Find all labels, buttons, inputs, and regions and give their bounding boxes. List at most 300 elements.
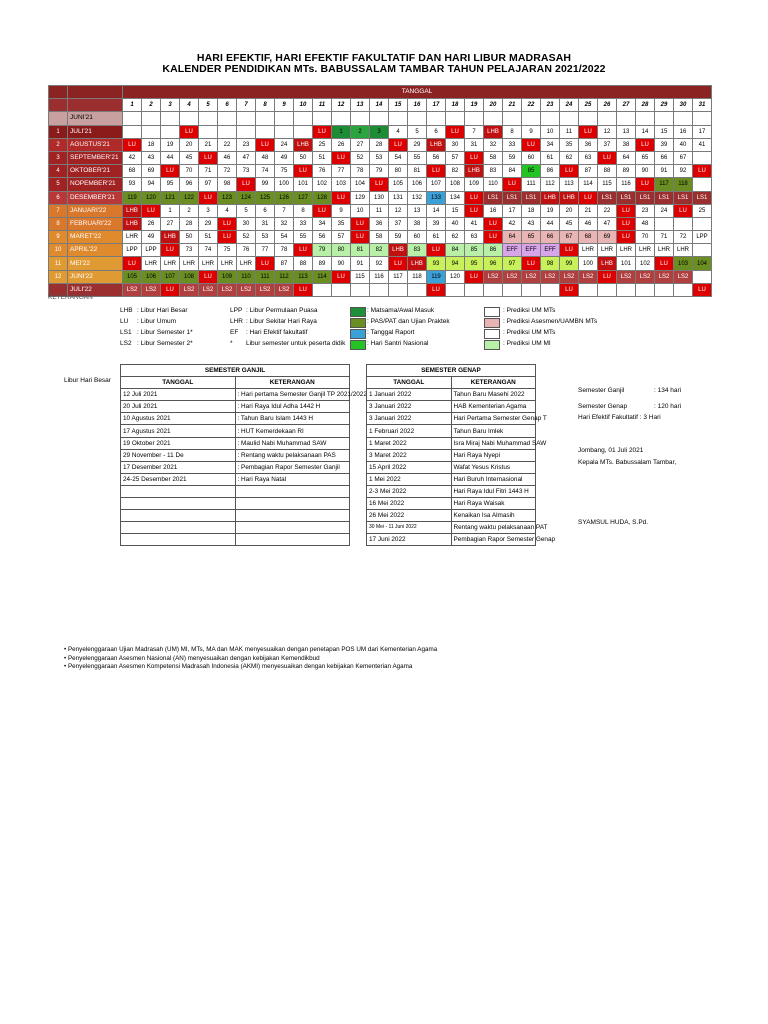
- day-header: 23: [541, 99, 560, 112]
- calendar-day-cell: [161, 125, 180, 138]
- calendar-day-cell: 127: [294, 191, 313, 204]
- calendar-day-cell: LU: [427, 283, 446, 296]
- calendar-day-cell: 75: [275, 165, 294, 178]
- table-row: [121, 498, 350, 510]
- legend-color-label: : Prediksi Asesmen/UAMBN MTs: [503, 318, 598, 325]
- month-number: 12: [49, 270, 68, 283]
- event-date: 1 Februari 2022: [367, 425, 452, 437]
- calendar-day-cell: 101: [294, 178, 313, 191]
- calendar-day-cell: 85: [465, 244, 484, 257]
- event-desc: : Hari Raya Idul Adha 1442 H: [235, 401, 350, 413]
- calendar-day-cell: LHR: [237, 257, 256, 270]
- calendar-day-cell: [503, 283, 522, 296]
- calendar-day-cell: LS2: [636, 270, 655, 283]
- calendar-day-cell: 99: [560, 257, 579, 270]
- calendar-month-row: [49, 112, 712, 125]
- footnote: • Penyelenggaraan Asesmen Kompetensi Madrasah Indonesia (AKMI) menyesuaikan dengan kebijakan Kementerian Agama: [64, 663, 413, 670]
- calendar-day-cell: 41: [465, 217, 484, 230]
- calendar-day-cell: LS2: [560, 270, 579, 283]
- calendar-day-cell: [579, 112, 598, 125]
- calendar-day-cell: LU: [465, 270, 484, 283]
- calendar-day-cell: 77: [256, 244, 275, 257]
- calendar-day-cell: LU: [237, 178, 256, 191]
- calendar-day-cell: 4: [218, 204, 237, 217]
- event-date: 29 November - 11 De: [121, 449, 236, 461]
- calendar-day-cell: LHB: [541, 191, 560, 204]
- calendar-day-cell: [541, 112, 560, 125]
- calendar-day-cell: [218, 125, 237, 138]
- calendar-day-cell: LHR: [636, 244, 655, 257]
- calendar-day-cell: LPP: [123, 244, 142, 257]
- calendar-day-cell: [237, 125, 256, 138]
- calendar-day-cell: 11: [370, 204, 389, 217]
- calendar-day-cell: 92: [370, 257, 389, 270]
- calendar-day-cell: 93: [427, 257, 446, 270]
- calendar-day-cell: 8: [294, 204, 313, 217]
- calendar-day-cell: 57: [446, 151, 465, 164]
- legend-desc: : Libur Permulaan Puasa: [246, 307, 318, 314]
- calendar-month-row: [49, 270, 712, 283]
- event-desc: Hari Raya Idul Fitri 1443 H: [451, 485, 536, 497]
- calendar-day-cell: LU: [332, 151, 351, 164]
- calendar-day-cell: 125: [256, 191, 275, 204]
- calendar-day-cell: LS1: [636, 191, 655, 204]
- calendar-day-cell: 71: [199, 165, 218, 178]
- day-header: 12: [332, 99, 351, 112]
- calendar-day-cell: 66: [541, 231, 560, 244]
- calendar-day-cell: LS1: [693, 191, 712, 204]
- calendar-day-cell: 40: [674, 138, 693, 151]
- calendar-day-cell: 73: [237, 165, 256, 178]
- calendar-day-cell: LHR: [218, 257, 237, 270]
- calendar-day-cell: 91: [351, 257, 370, 270]
- calendar-day-cell: 28: [180, 217, 199, 230]
- month-number: 1: [49, 125, 68, 138]
- calendar-day-cell: 27: [351, 138, 370, 151]
- day-header: 10: [294, 99, 313, 112]
- summary-genap-value: : 120 hari: [654, 403, 682, 410]
- calendar-day-cell: 22: [218, 138, 237, 151]
- calendar-day-cell: 23: [237, 138, 256, 151]
- calendar-day-cell: LU: [579, 191, 598, 204]
- calendar-day-cell: LHR: [199, 257, 218, 270]
- calendar-day-cell: 75: [218, 244, 237, 257]
- calendar-day-cell: LU: [693, 165, 712, 178]
- calendar-day-cell: 6: [256, 204, 275, 217]
- calendar-day-cell: 21: [199, 138, 218, 151]
- calendar-day-cell: 56: [427, 151, 446, 164]
- legend-color-label: : Matsama/Awal Masuk: [367, 307, 435, 314]
- calendar-day-cell: [522, 112, 541, 125]
- calendar-day-cell: 87: [579, 165, 598, 178]
- event-desc: : Pembagian Rapor Semester Ganjil: [235, 461, 350, 473]
- calendar-day-cell: 51: [199, 231, 218, 244]
- calendar-day-cell: 129: [351, 191, 370, 204]
- legend-code: LHB: [120, 307, 133, 314]
- calendar-day-cell: [446, 112, 465, 125]
- calendar-day-cell: 45: [560, 217, 579, 230]
- month-number: 2: [49, 138, 68, 151]
- calendar-day-cell: [655, 112, 674, 125]
- calendar-day-cell: 70: [180, 165, 199, 178]
- legend-swatch: [484, 340, 500, 350]
- event-date: 1 Maret 2022: [367, 437, 452, 449]
- calendar-day-cell: [617, 112, 636, 125]
- calendar-day-cell: 7: [465, 125, 484, 138]
- calendar-day-cell: LHR: [180, 257, 199, 270]
- calendar-day-cell: 103: [674, 257, 693, 270]
- calendar-day-cell: LU: [389, 138, 408, 151]
- calendar-day-cell: 123: [218, 191, 237, 204]
- calendar-day-cell: 121: [161, 191, 180, 204]
- calendar-day-cell: LU: [389, 257, 408, 270]
- calendar-month-row: [49, 231, 712, 244]
- calendar-day-cell: [218, 112, 237, 125]
- legend-swatch: [350, 318, 366, 328]
- calendar-day-cell: 11: [560, 125, 579, 138]
- calendar-day-cell: 90: [332, 257, 351, 270]
- calendar-day-cell: [123, 112, 142, 125]
- month-name: APRIL'22: [68, 244, 123, 257]
- col-tanggal: TANGGAL: [367, 377, 452, 389]
- calendar-day-cell: 72: [218, 165, 237, 178]
- event-date: [121, 510, 236, 522]
- event-desc: : Rentang waktu pelaksanaan PAS: [235, 449, 350, 461]
- calendar-day-cell: 6: [427, 125, 446, 138]
- calendar-day-cell: 91: [655, 165, 674, 178]
- calendar-day-cell: LU: [161, 244, 180, 257]
- calendar-day-cell: 35: [560, 138, 579, 151]
- calendar-day-cell: [674, 217, 693, 230]
- calendar-day-cell: LS1: [484, 191, 503, 204]
- day-header: 1: [123, 99, 142, 112]
- table-row: [121, 522, 350, 534]
- event-desc: Wafat Yesus Kristus: [451, 461, 536, 473]
- calendar-day-cell: 111: [256, 270, 275, 283]
- calendar-day-cell: 28: [370, 138, 389, 151]
- calendar-day-cell: LU: [351, 231, 370, 244]
- calendar-day-cell: LHB: [465, 165, 484, 178]
- calendar-day-cell: 89: [617, 165, 636, 178]
- title-line-2: KALENDER PENDIDIKAN MTs. BABUSSALAM TAMBAR TAHUN PELAJARAN 2021/2022: [162, 63, 606, 75]
- day-header: 3: [161, 99, 180, 112]
- calendar-day-cell: 32: [484, 138, 503, 151]
- calendar-day-cell: 84: [446, 244, 465, 257]
- legend-desc: Libur semester untuk peserta didik: [246, 340, 346, 347]
- calendar-day-cell: 20: [560, 204, 579, 217]
- calendar-day-cell: [199, 112, 218, 125]
- calendar-day-cell: [408, 283, 427, 296]
- month-number: 5: [49, 178, 68, 191]
- calendar-day-cell: 78: [275, 244, 294, 257]
- month-name: NOPEMBER'21: [68, 178, 123, 191]
- calendar-day-cell: LU: [446, 125, 465, 138]
- calendar-day-cell: 104: [351, 178, 370, 191]
- calendar-day-cell: [579, 283, 598, 296]
- calendar-day-cell: LU: [560, 244, 579, 257]
- calendar-table: [48, 85, 712, 297]
- calendar-month-row: [49, 257, 712, 270]
- calendar-day-cell: 25: [693, 204, 712, 217]
- calendar-day-cell: 78: [351, 165, 370, 178]
- calendar-day-cell: 29: [408, 138, 427, 151]
- calendar-day-cell: 92: [674, 165, 693, 178]
- calendar-day-cell: 62: [446, 231, 465, 244]
- calendar-day-cell: 60: [408, 231, 427, 244]
- calendar-day-cell: 10: [541, 125, 560, 138]
- month-number: 9: [49, 231, 68, 244]
- calendar-day-cell: 119: [123, 191, 142, 204]
- calendar-day-cell: LS2: [617, 270, 636, 283]
- calendar-day-cell: 108: [180, 270, 199, 283]
- day-header: 22: [522, 99, 541, 112]
- calendar-day-cell: [693, 178, 712, 191]
- calendar-day-cell: LS2: [674, 270, 693, 283]
- calendar-day-cell: 120: [142, 191, 161, 204]
- calendar-day-cell: LU: [218, 231, 237, 244]
- legend-color-label: : Tanggal Raport: [367, 329, 415, 336]
- day-header: 24: [560, 99, 579, 112]
- calendar-day-cell: 52: [237, 231, 256, 244]
- calendar-day-cell: 34: [313, 217, 332, 230]
- calendar-day-cell: 73: [180, 244, 199, 257]
- calendar-day-cell: 80: [389, 165, 408, 178]
- calendar-day-cell: 100: [275, 178, 294, 191]
- month-number: 11: [49, 257, 68, 270]
- day-header: 5: [199, 99, 218, 112]
- calendar-day-cell: 31: [465, 138, 484, 151]
- calendar-day-cell: 8: [503, 125, 522, 138]
- calendar-day-cell: LHB: [389, 244, 408, 257]
- calendar-day-cell: LU: [636, 138, 655, 151]
- month-number: 3: [49, 151, 68, 164]
- event-date: 17 Agustus 2021: [121, 425, 236, 437]
- event-desc: Tahun Baru Imlek: [451, 425, 536, 437]
- calendar-day-cell: LU: [218, 217, 237, 230]
- calendar-day-cell: [370, 283, 389, 296]
- day-header: 11: [313, 99, 332, 112]
- calendar-day-cell: 68: [579, 231, 598, 244]
- calendar-day-cell: 14: [636, 125, 655, 138]
- event-desc: : HUT Kemerdekaan RI: [235, 425, 350, 437]
- calendar-day-cell: LS2: [484, 270, 503, 283]
- col-tanggal: TANGGAL: [121, 377, 236, 389]
- calendar-day-cell: 83: [484, 165, 503, 178]
- calendar-day-cell: LHB: [294, 138, 313, 151]
- calendar-day-cell: LS1: [503, 191, 522, 204]
- calendar-day-cell: LU: [465, 151, 484, 164]
- calendar-day-cell: 113: [294, 270, 313, 283]
- calendar-day-cell: [351, 112, 370, 125]
- table-row: [121, 473, 350, 485]
- calendar-day-cell: [370, 112, 389, 125]
- calendar-day-cell: LHR: [579, 244, 598, 257]
- calendar-day-cell: 45: [180, 151, 199, 164]
- calendar-day-cell: LU: [123, 257, 142, 270]
- calendar-day-cell: 110: [237, 270, 256, 283]
- calendar-day-cell: [237, 112, 256, 125]
- calendar-day-cell: 117: [389, 270, 408, 283]
- table-row: [367, 461, 536, 473]
- calendar-day-cell: LU: [351, 217, 370, 230]
- calendar-day-cell: 18: [142, 138, 161, 151]
- calendar-day-cell: [275, 125, 294, 138]
- day-header: 17: [427, 99, 446, 112]
- month-name: FEBRUARI'22: [68, 217, 123, 230]
- calendar-day-cell: LU: [636, 178, 655, 191]
- event-date: 17 Desember 2021: [121, 461, 236, 473]
- calendar-month-row: [49, 283, 712, 296]
- calendar-day-cell: [389, 112, 408, 125]
- calendar-day-cell: LS2: [256, 283, 275, 296]
- calendar-day-cell: LS2: [218, 283, 237, 296]
- calendar-day-cell: [693, 151, 712, 164]
- summary-ganjil-label: Semester Ganjil: [578, 387, 625, 394]
- calendar-day-cell: 39: [427, 217, 446, 230]
- event-date: 2-3 Mei 2022: [367, 485, 452, 497]
- month-number: 8: [49, 217, 68, 230]
- legend-code: LS1: [120, 329, 132, 336]
- calendar-day-cell: 109: [218, 270, 237, 283]
- calendar-day-cell: LS2: [579, 270, 598, 283]
- calendar-day-cell: 16: [484, 204, 503, 217]
- calendar-day-cell: 9: [522, 125, 541, 138]
- calendar-day-cell: [598, 112, 617, 125]
- calendar-day-cell: [541, 283, 560, 296]
- calendar-day-cell: LS2: [123, 283, 142, 296]
- legend-swatch: [350, 340, 366, 350]
- calendar-day-cell: EFF: [522, 244, 541, 257]
- calendar-day-cell: 77: [332, 165, 351, 178]
- calendar-day-cell: 35: [332, 217, 351, 230]
- calendar-day-cell: [636, 283, 655, 296]
- calendar-day-cell: 134: [446, 191, 465, 204]
- event-desc: : Maulid Nabi Muhammad SAW: [235, 437, 350, 449]
- calendar-day-cell: 42: [503, 217, 522, 230]
- day-header: 25: [579, 99, 598, 112]
- legend-desc: : Libur Semester 1*: [137, 329, 193, 336]
- calendar-day-cell: LHR: [617, 244, 636, 257]
- calendar-day-cell: [484, 112, 503, 125]
- calendar-day-cell: 48: [256, 151, 275, 164]
- legend-desc: : Libur Semester 2*: [137, 340, 193, 347]
- calendar-day-cell: 36: [370, 217, 389, 230]
- calendar-day-cell: 74: [256, 165, 275, 178]
- calendar-day-cell: 69: [598, 231, 617, 244]
- day-header: 6: [218, 99, 237, 112]
- calendar-day-cell: LS2: [655, 270, 674, 283]
- calendar-day-cell: 72: [674, 231, 693, 244]
- month-name: MARET'22: [68, 231, 123, 244]
- event-date: 3 Maret 2022: [367, 449, 452, 461]
- semester-ganjil-table: [120, 364, 367, 546]
- calendar-day-cell: 10: [351, 204, 370, 217]
- event-desc: Hari Pertama Semester Genap T: [451, 413, 536, 425]
- calendar-day-cell: [275, 112, 294, 125]
- calendar-day-cell: [693, 270, 712, 283]
- table-row: [121, 401, 350, 413]
- calendar-day-cell: [674, 283, 693, 296]
- calendar-day-cell: 19: [541, 204, 560, 217]
- day-header: 30: [674, 99, 693, 112]
- calendar-day-cell: 7: [275, 204, 294, 217]
- calendar-day-cell: 50: [180, 231, 199, 244]
- calendar-day-cell: 24: [275, 138, 294, 151]
- calendar-month-row: [49, 125, 712, 138]
- calendar-day-cell: [313, 112, 332, 125]
- calendar-day-cell: LU: [617, 231, 636, 244]
- sign-title: Kepala MTs. Babussalam Tambar,: [578, 459, 677, 466]
- calendar-day-cell: 14: [427, 204, 446, 217]
- calendar-day-cell: 96: [180, 178, 199, 191]
- month-name: JULI'21: [68, 125, 123, 138]
- calendar-day-cell: 12: [389, 204, 408, 217]
- calendar-day-cell: LS1: [598, 191, 617, 204]
- calendar-day-cell: LU: [199, 151, 218, 164]
- calendar-day-cell: 122: [180, 191, 199, 204]
- day-header: 18: [446, 99, 465, 112]
- day-header: 13: [351, 99, 370, 112]
- table-row: [121, 449, 350, 461]
- calendar-day-cell: EFF: [541, 244, 560, 257]
- calendar-day-cell: 82: [370, 244, 389, 257]
- calendar-day-cell: 37: [389, 217, 408, 230]
- day-header: 26: [598, 99, 617, 112]
- calendar-day-cell: 1: [161, 204, 180, 217]
- calendar-day-cell: [389, 283, 408, 296]
- table-row: [367, 473, 536, 485]
- calendar-day-cell: 53: [256, 231, 275, 244]
- day-header: 19: [465, 99, 484, 112]
- calendar-day-cell: 116: [370, 270, 389, 283]
- event-date: 3 Januari 2022: [367, 413, 452, 425]
- calendar-month-row: [49, 138, 712, 151]
- calendar-day-cell: 49: [275, 151, 294, 164]
- calendar-day-cell: 23: [636, 204, 655, 217]
- month-name: SEPTEMBER'21: [68, 151, 123, 164]
- calendar-day-cell: 105: [389, 178, 408, 191]
- calendar-day-cell: 57: [332, 231, 351, 244]
- footnote: • Penyelenggaraan Ujian Madrasah (UM) MI, MTs, MA dan MAK menyesuaikan dengan penetapan POS UM dari Kementerian Agama: [64, 646, 438, 653]
- day-header: 20: [484, 99, 503, 112]
- event-date: 26 Mei 2022: [367, 510, 452, 522]
- legend-color-label: : Prediksi UM MI: [503, 340, 551, 347]
- calendar-day-cell: 52: [351, 151, 370, 164]
- calendar-month-row: [49, 178, 712, 191]
- calendar-day-cell: LHB: [123, 204, 142, 217]
- event-desc: [235, 485, 350, 497]
- legend-color-label: : PAS/PAT dan Ujian Praktek: [367, 318, 450, 325]
- fakultatif-text: Hari Efektif Fakultatif : 3 Hari: [578, 414, 661, 421]
- day-header: 29: [655, 99, 674, 112]
- calendar-day-cell: 88: [598, 165, 617, 178]
- calendar-day-cell: LU: [465, 191, 484, 204]
- calendar-day-cell: 116: [617, 178, 636, 191]
- footnote: • Penyelenggaraan Asesmen Nasional (AN) menyesuaikan dengan kebijakan Kemendikbud: [64, 655, 320, 662]
- month-name: JUNI'21: [68, 112, 123, 125]
- calendar-day-cell: 133: [427, 191, 446, 204]
- day-header: 4: [180, 99, 199, 112]
- calendar-day-cell: LU: [484, 231, 503, 244]
- calendar-day-cell: 119: [427, 270, 446, 283]
- calendar-day-cell: LHB: [427, 138, 446, 151]
- calendar-day-cell: LHR: [123, 231, 142, 244]
- event-date: [121, 534, 236, 546]
- event-date: 16 Mei 2022: [367, 498, 452, 510]
- calendar-day-cell: 96: [484, 257, 503, 270]
- calendar-day-cell: 44: [161, 151, 180, 164]
- calendar-day-cell: 70: [636, 231, 655, 244]
